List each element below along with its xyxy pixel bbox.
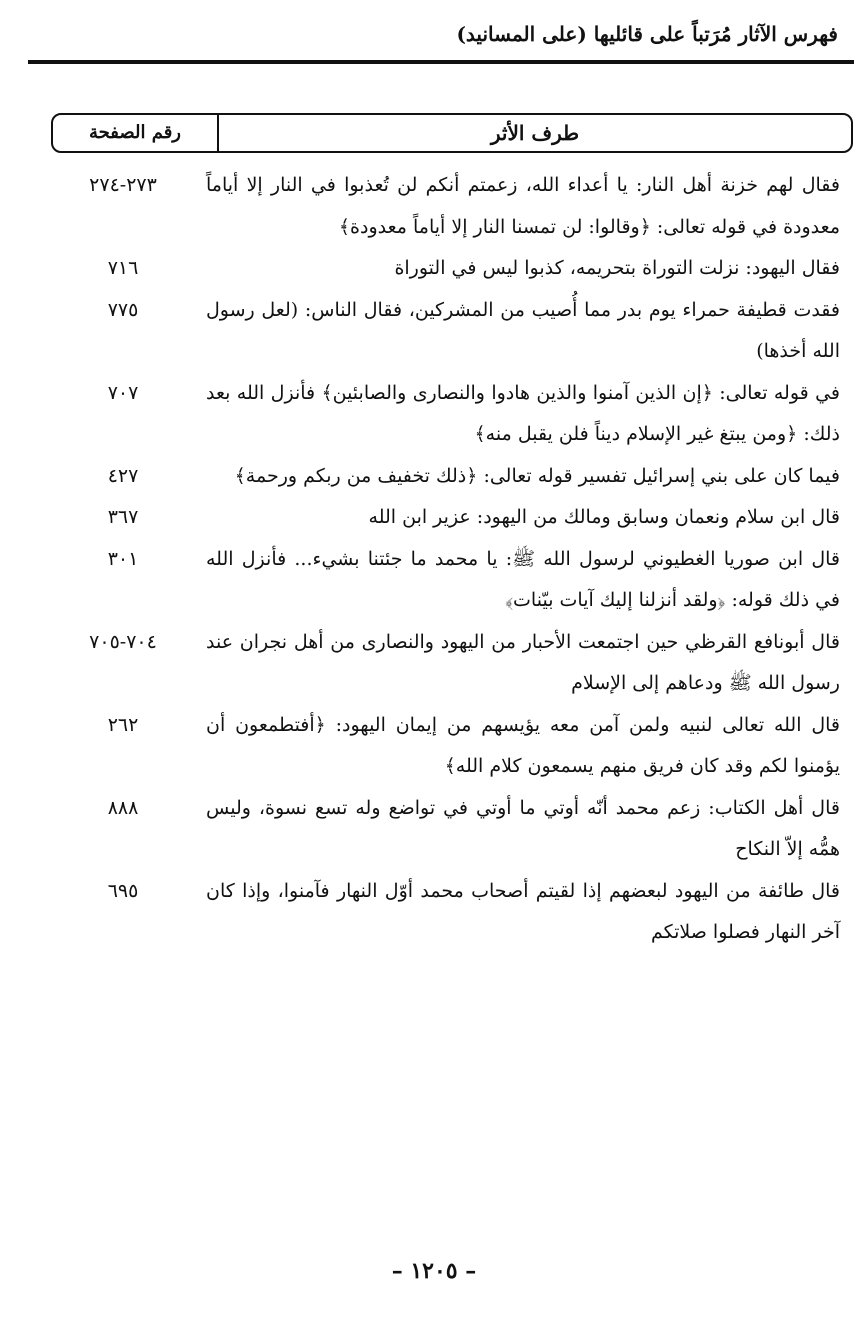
column-header [51,113,853,153]
entry-page: ٣٦٧ [107,506,139,528]
entry-text: فيما كان على بني إسرائيل تفسير قوله تعالى: ﴿ذلك تخفيف من ربكم ورحمة﴾ [234,464,840,487]
entry-text: فقدت قطيفة حمراء يوم بدر مما أُصيب من المشركين، فقال الناس: (لعل رسول الله أخذها) [206,298,840,362]
entry-text: قال ابن سلام ونعمان وسابق ومالك من اليهود: عزير ابن الله [368,506,840,528]
entry-page: ٧٧٥ [107,298,139,321]
index-entry [14,290,840,373]
entry-text: قال الله تعالى لنبيه ولمن آمن معه يؤيسهم من إيمان اليهود: ﴿أفتطمعون أن يؤمنوا لكم وقد كان فريق منهم يسمعون كلام الله﴾ [206,713,840,777]
entry-page: ٤٢٧ [107,464,139,487]
index-entry [14,165,840,248]
entry-text: في قوله تعالى: ﴿إن الذين آمنوا والذين هادوا والنصارى والصابئين﴾ فأنزل الله بعد ذلك: ﴿ومن يبتغ غير الإسلام ديناً فلن يقبل منه﴾ [206,381,840,445]
running-header: فهرس الآثار مُرَتباً على قائليها (على المسانيد) [456,22,838,46]
index-entry [14,456,840,498]
entry-page: ٧٠٧ [107,381,139,404]
entry-page: ٧١٦ [107,257,139,279]
entries-list [14,165,840,954]
column-header-page: رقم الصفحة [53,115,219,151]
index-entry [14,788,840,871]
entry-page: ٧٠٤-٧٠٥ [89,630,157,653]
page-number: – ١٢٠٥ – [391,1258,477,1284]
entry-text: قال أهل الكتاب: زعم محمد أنّه أوتي ما أوتي في تواضع وله تسع نسوة، وليس همُّه إلاّ النكاح [206,796,840,860]
entry-text: قال ابن صوريا الغطيوني لرسول الله ﷺ: يا محمد ما جئتنا بشيء... فأنزل الله في ذلك قوله: ﴿ولقد أنزلنا إليك آيات بيّنات﴾ [206,547,840,611]
index-entry [14,622,840,705]
index-entry [14,871,840,954]
index-entry [14,248,840,290]
header-rule [28,60,854,64]
index-entry [14,373,840,456]
entry-text: فقال اليهود: نزلت التوراة بتحريمه، كذبوا ليس في التوراة [394,257,840,279]
entry-text: قال أبونافع القرظي حين اجتمعت الأحبار من اليهود والنصارى من أهل نجران عند رسول الله ﷺ ودعاهم إلى الإسلام [206,630,840,694]
index-entry [14,705,840,788]
entry-page: ٦٩٥ [107,879,139,902]
entry-page: ٢٧٣-٢٧٤ [89,174,157,196]
entry-text: قال طائفة من اليهود لبعضهم إذا لقيتم أصحاب محمد أوّل النهار فآمنوا، وإذا كان آخر النهار فصلوا صلاتكم [206,879,840,943]
entry-page: ٣٠١ [107,547,139,570]
column-header-text: طرف الأثر [490,121,580,145]
entry-text: فقال لهم خزنة أهل النار: يا أعداء الله، زعمتم أنكم لن تُعذبوا في النار إلا أياماً معدودة في قوله تعالى: ﴿وقالوا: لن تمسنا النار إلا أياماً معدودة﴾ [206,174,840,238]
entry-page: ٢٦٢ [107,713,139,736]
index-entry [14,539,840,622]
entry-page: ٨٨٨ [107,796,139,819]
index-entry [14,497,840,539]
